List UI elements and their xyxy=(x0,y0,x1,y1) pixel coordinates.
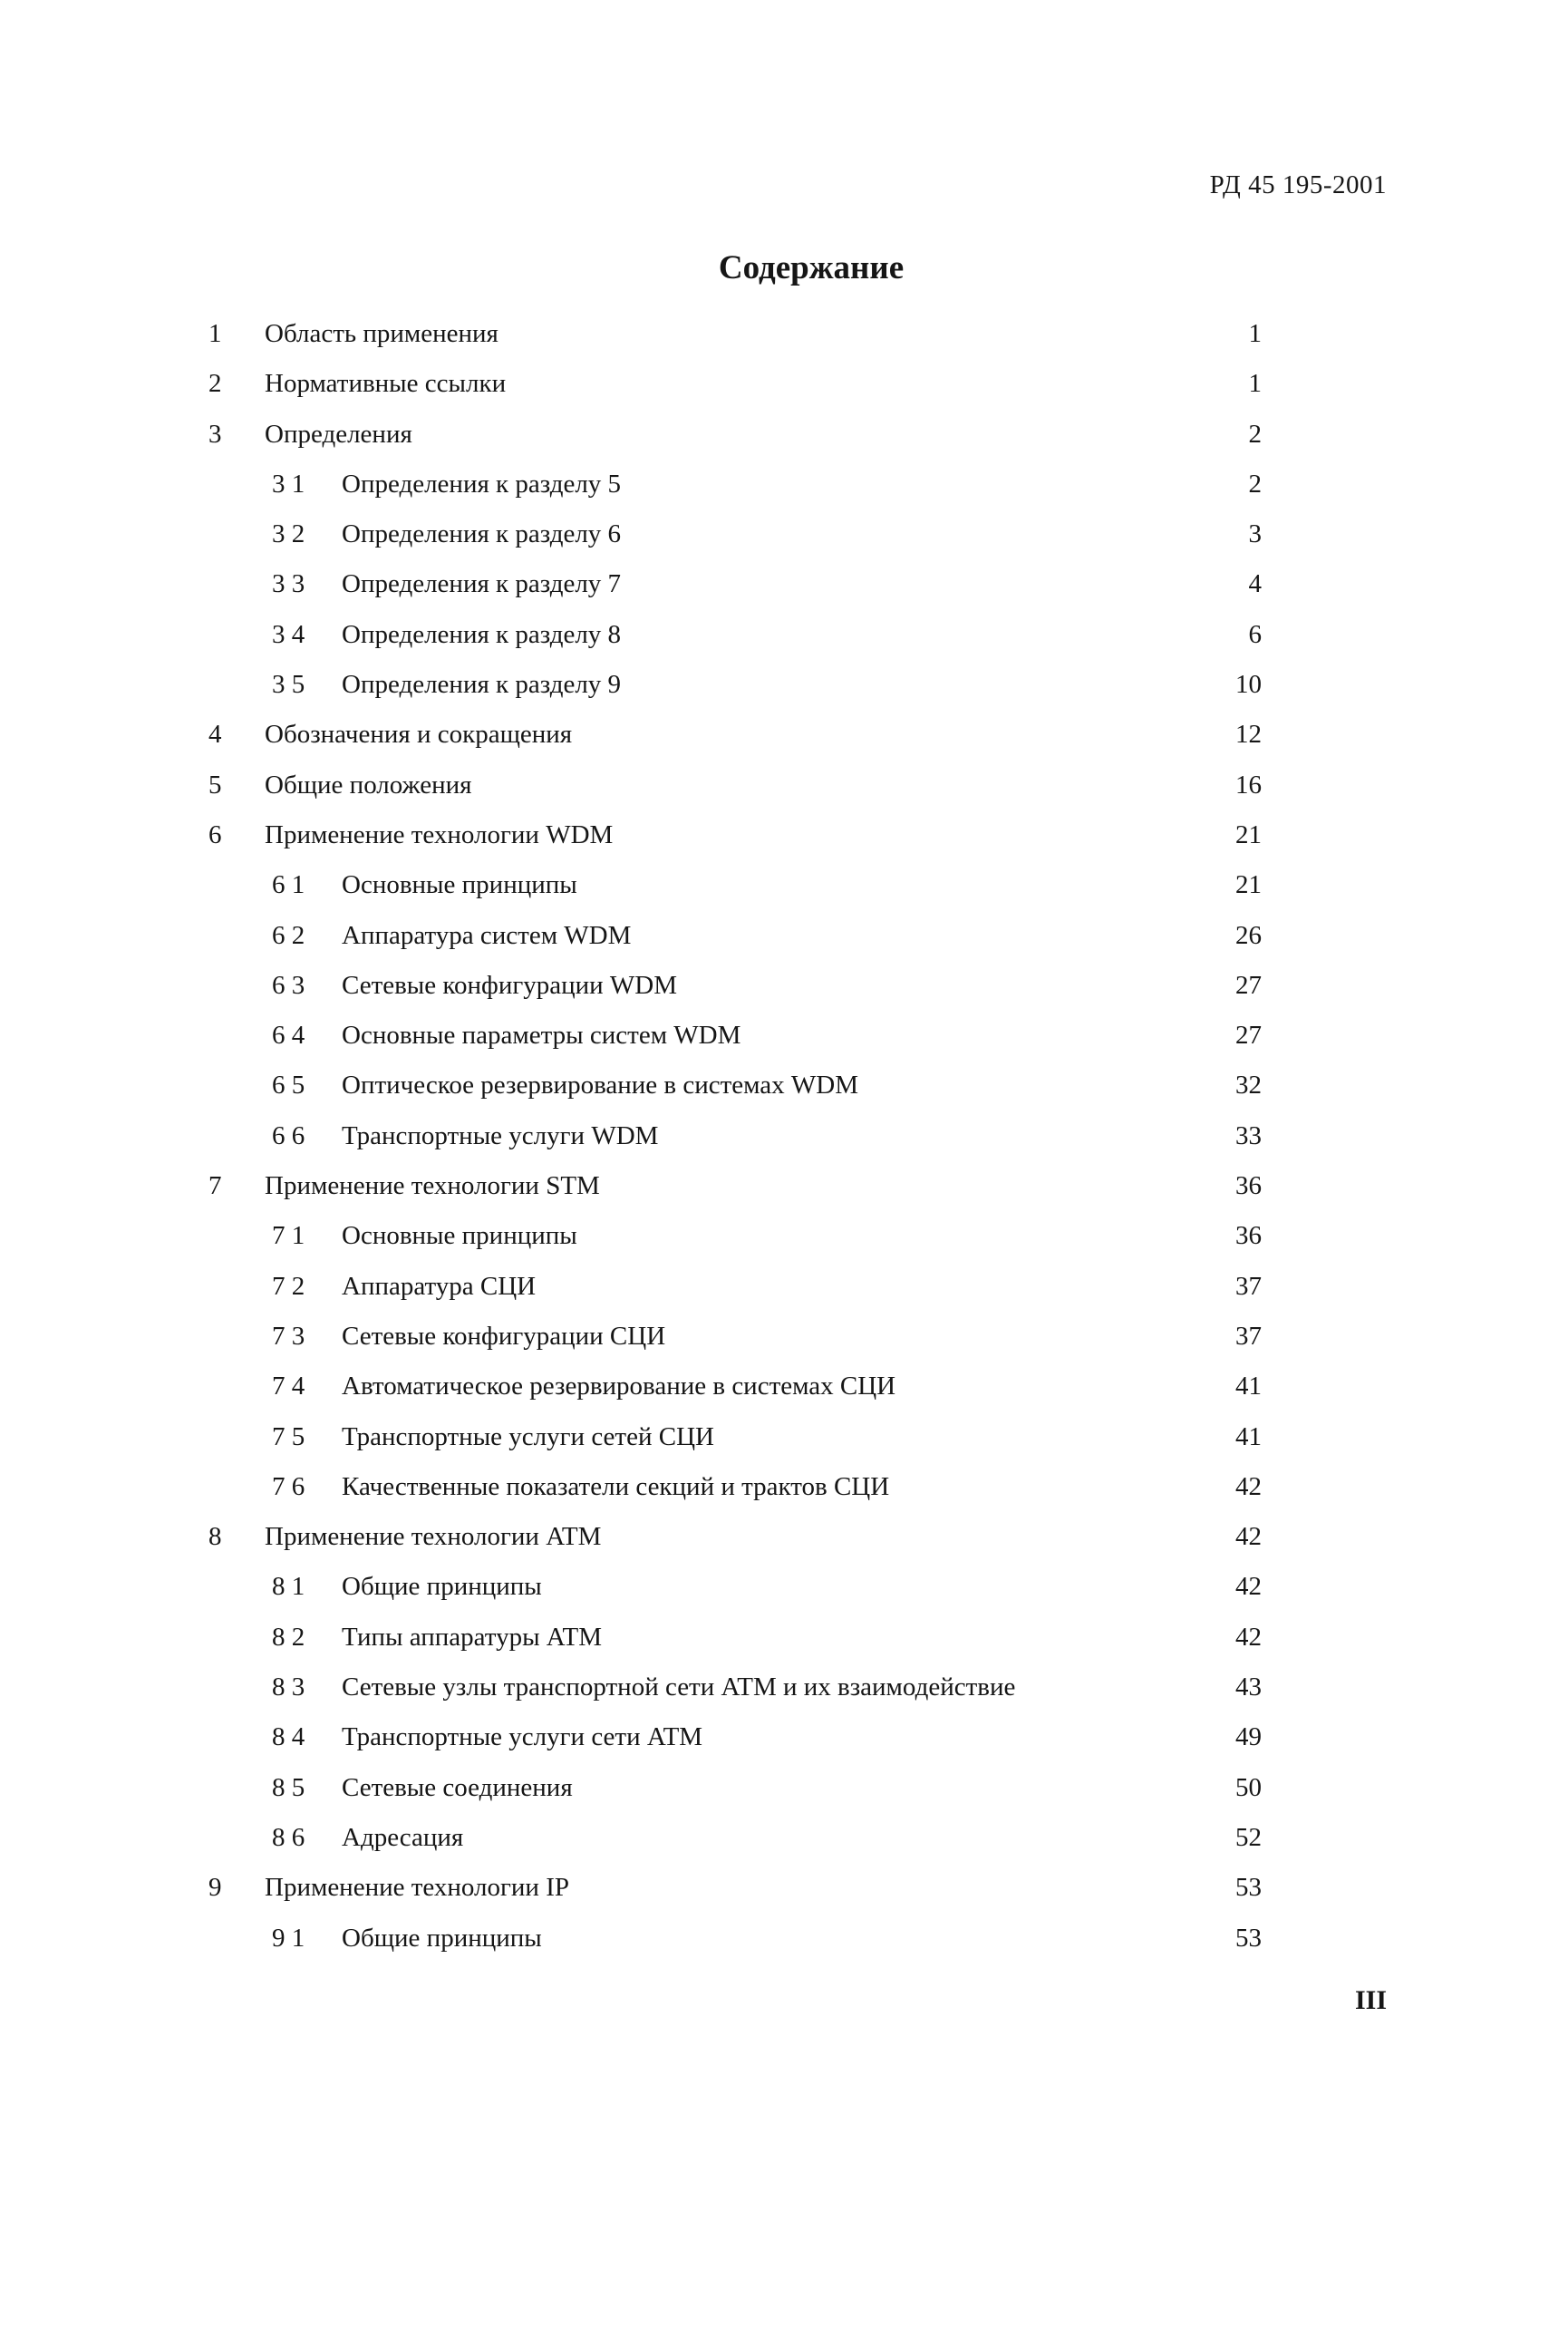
toc-item-label: Качественные показатели секций и трактов СЦИ xyxy=(342,1471,890,1501)
toc-item-label: Сетевые конфигурации WDM xyxy=(342,970,678,1000)
toc-subsection-row xyxy=(0,1621,1568,1671)
toc-item-page: 2 xyxy=(1248,419,1262,449)
toc-item-page: 1 xyxy=(1248,319,1262,348)
toc-item-label: Основные принципы xyxy=(342,1221,577,1251)
toc-item-page: 42 xyxy=(1235,1622,1262,1652)
toc-item-label: Определения к разделу 9 xyxy=(342,670,622,700)
toc-item-number: 8 1 xyxy=(272,1572,305,1602)
toc-subsection-row xyxy=(0,618,1568,668)
toc-item-number: 8 4 xyxy=(272,1722,305,1752)
toc-subsection-row xyxy=(0,518,1568,567)
toc-item-label: Применение технологии ATM xyxy=(265,1522,602,1552)
toc-item-label: Основные принципы xyxy=(342,870,577,900)
toc-item-number: 7 5 xyxy=(272,1421,305,1451)
toc-subsection-row xyxy=(0,1671,1568,1721)
toc-subsection-row xyxy=(0,1821,1568,1871)
toc-item-label: Общие принципы xyxy=(342,1923,542,1953)
toc-subsection-row xyxy=(0,1019,1568,1069)
toc-item-number: 9 xyxy=(208,1873,222,1903)
toc-item-label: Транспортные услуги сетей СЦИ xyxy=(342,1421,714,1451)
toc-subsection-row xyxy=(0,1370,1568,1420)
toc-item-label: Определения к разделу 5 xyxy=(342,469,622,499)
toc-item-label: Нормативные ссылки xyxy=(265,369,507,399)
toc-item-number: 3 4 xyxy=(272,619,305,649)
toc-subsection-row xyxy=(0,919,1568,969)
toc-subsection-row xyxy=(0,1570,1568,1620)
toc-item-page: 21 xyxy=(1235,870,1262,900)
toc-item-page: 36 xyxy=(1235,1221,1262,1251)
toc-section-row xyxy=(0,418,1568,468)
toc-item-number: 8 5 xyxy=(272,1772,305,1802)
toc-item-number: 6 4 xyxy=(272,1021,305,1051)
toc-item-number: 6 1 xyxy=(272,870,305,900)
toc-item-page: 42 xyxy=(1235,1522,1262,1552)
toc-item-page: 42 xyxy=(1235,1572,1262,1602)
toc-item-label: Определения к разделу 7 xyxy=(342,569,622,599)
toc-item-page: 4 xyxy=(1248,569,1262,599)
toc-item-page: 43 xyxy=(1235,1673,1262,1702)
toc-subsection-row xyxy=(0,1771,1568,1821)
toc-item-page: 3 xyxy=(1248,519,1262,549)
table-of-contents xyxy=(0,317,1568,1972)
page-number: III xyxy=(1354,1985,1387,2015)
toc-item-page: 41 xyxy=(1235,1372,1262,1401)
toc-section-row xyxy=(0,1871,1568,1921)
toc-section-row xyxy=(0,1169,1568,1219)
toc-item-number: 7 2 xyxy=(272,1271,305,1301)
toc-item-label: Сетевые конфигурации СЦИ xyxy=(342,1321,666,1351)
toc-item-number: 3 2 xyxy=(272,519,305,549)
toc-item-page: 41 xyxy=(1235,1421,1262,1451)
toc-section-row xyxy=(0,819,1568,868)
toc-section-row xyxy=(0,317,1568,367)
toc-item-number: 8 6 xyxy=(272,1822,305,1852)
toc-item-number: 6 6 xyxy=(272,1120,305,1150)
toc-item-label: Транспортные услуги WDM xyxy=(342,1120,659,1150)
toc-subsection-row xyxy=(0,1270,1568,1320)
toc-item-label: Транспортные услуги сети ATM xyxy=(342,1722,703,1752)
toc-subsection-row xyxy=(0,1219,1568,1269)
toc-item-number: 9 1 xyxy=(272,1923,305,1953)
toc-item-page: 49 xyxy=(1235,1722,1262,1752)
toc-subsection-row xyxy=(0,1420,1568,1470)
toc-item-number: 1 xyxy=(208,319,222,348)
toc-item-page: 37 xyxy=(1235,1271,1262,1301)
toc-item-page: 36 xyxy=(1235,1171,1262,1201)
toc-item-label: Определения к разделу 8 xyxy=(342,619,622,649)
toc-item-number: 4 xyxy=(208,720,222,750)
toc-item-number: 3 xyxy=(208,419,222,449)
toc-item-label: Область применения xyxy=(265,319,498,348)
toc-item-label: Оптическое резервирование в системах WDM xyxy=(342,1071,859,1100)
toc-item-page: 32 xyxy=(1235,1071,1262,1100)
toc-item-label: Сетевые узлы транспортной сети ATM и их взаимодействие xyxy=(342,1673,1016,1702)
toc-section-row xyxy=(0,769,1568,819)
toc-section-row xyxy=(0,367,1568,417)
toc-item-label: Сетевые соединения xyxy=(342,1772,573,1802)
toc-item-page: 6 xyxy=(1248,619,1262,649)
toc-item-page: 53 xyxy=(1235,1923,1262,1953)
toc-item-number: 8 xyxy=(208,1522,222,1552)
toc-item-label: Применение технологии WDM xyxy=(265,819,614,849)
toc-item-page: 16 xyxy=(1235,770,1262,800)
toc-subsection-row xyxy=(0,868,1568,918)
toc-subsection-row xyxy=(0,969,1568,1019)
page-title: Содержание xyxy=(718,249,905,286)
toc-item-number: 7 3 xyxy=(272,1321,305,1351)
toc-item-page: 33 xyxy=(1235,1120,1262,1150)
toc-item-label: Основные параметры систем WDM xyxy=(342,1021,741,1051)
toc-item-page: 10 xyxy=(1235,670,1262,700)
toc-item-label: Адресация xyxy=(342,1822,464,1852)
toc-item-label: Определения к разделу 6 xyxy=(342,519,622,549)
toc-item-label: Автоматическое резервирование в системах СЦИ xyxy=(342,1372,896,1401)
toc-item-page: 27 xyxy=(1235,1021,1262,1051)
toc-item-page: 26 xyxy=(1235,920,1262,950)
toc-item-label: Определения xyxy=(265,419,412,449)
toc-item-number: 2 xyxy=(208,369,222,399)
toc-item-label: Общие принципы xyxy=(342,1572,542,1602)
toc-item-number: 7 4 xyxy=(272,1372,305,1401)
toc-item-page: 52 xyxy=(1235,1822,1262,1852)
toc-item-page: 27 xyxy=(1235,970,1262,1000)
toc-item-number: 8 3 xyxy=(272,1673,305,1702)
toc-item-page: 37 xyxy=(1235,1321,1262,1351)
toc-subsection-row xyxy=(0,1721,1568,1770)
toc-item-page: 12 xyxy=(1235,720,1262,750)
toc-item-number: 6 xyxy=(208,819,222,849)
toc-section-row xyxy=(0,1520,1568,1570)
toc-subsection-row xyxy=(0,567,1568,617)
toc-item-number: 3 1 xyxy=(272,469,305,499)
toc-subsection-row xyxy=(0,668,1568,718)
toc-item-label: Типы аппаратуры ATM xyxy=(342,1622,603,1652)
toc-section-row xyxy=(0,718,1568,768)
toc-item-label: Аппаратура СЦИ xyxy=(342,1271,537,1301)
toc-item-number: 6 2 xyxy=(272,920,305,950)
toc-item-page: 42 xyxy=(1235,1471,1262,1501)
toc-subsection-row xyxy=(0,1922,1568,1972)
toc-item-number: 7 6 xyxy=(272,1471,305,1501)
toc-item-page: 21 xyxy=(1235,819,1262,849)
toc-item-label: Аппаратура систем WDM xyxy=(342,920,632,950)
toc-item-label: Общие положения xyxy=(265,770,472,800)
toc-item-label: Применение технологии STM xyxy=(265,1171,600,1201)
toc-subsection-row xyxy=(0,1320,1568,1370)
toc-item-number: 5 xyxy=(208,770,222,800)
toc-item-page: 50 xyxy=(1235,1772,1262,1802)
toc-item-page: 1 xyxy=(1248,369,1262,399)
toc-item-number: 6 3 xyxy=(272,970,305,1000)
toc-item-number: 6 5 xyxy=(272,1071,305,1100)
toc-subsection-row xyxy=(0,468,1568,518)
toc-item-number: 7 1 xyxy=(272,1221,305,1251)
toc-item-number: 7 xyxy=(208,1171,222,1201)
toc-item-number: 8 2 xyxy=(272,1622,305,1652)
toc-subsection-row xyxy=(0,1470,1568,1520)
toc-item-label: Обозначения и сокращения xyxy=(265,720,573,750)
toc-item-label: Применение технологии IP xyxy=(265,1873,569,1903)
toc-item-page: 2 xyxy=(1248,469,1262,499)
document-code: РД 45 195-2001 xyxy=(1209,170,1387,199)
toc-item-number: 3 3 xyxy=(272,569,305,599)
toc-item-page: 53 xyxy=(1235,1873,1262,1903)
toc-item-number: 3 5 xyxy=(272,670,305,700)
toc-subsection-row xyxy=(0,1069,1568,1119)
toc-subsection-row xyxy=(0,1120,1568,1169)
